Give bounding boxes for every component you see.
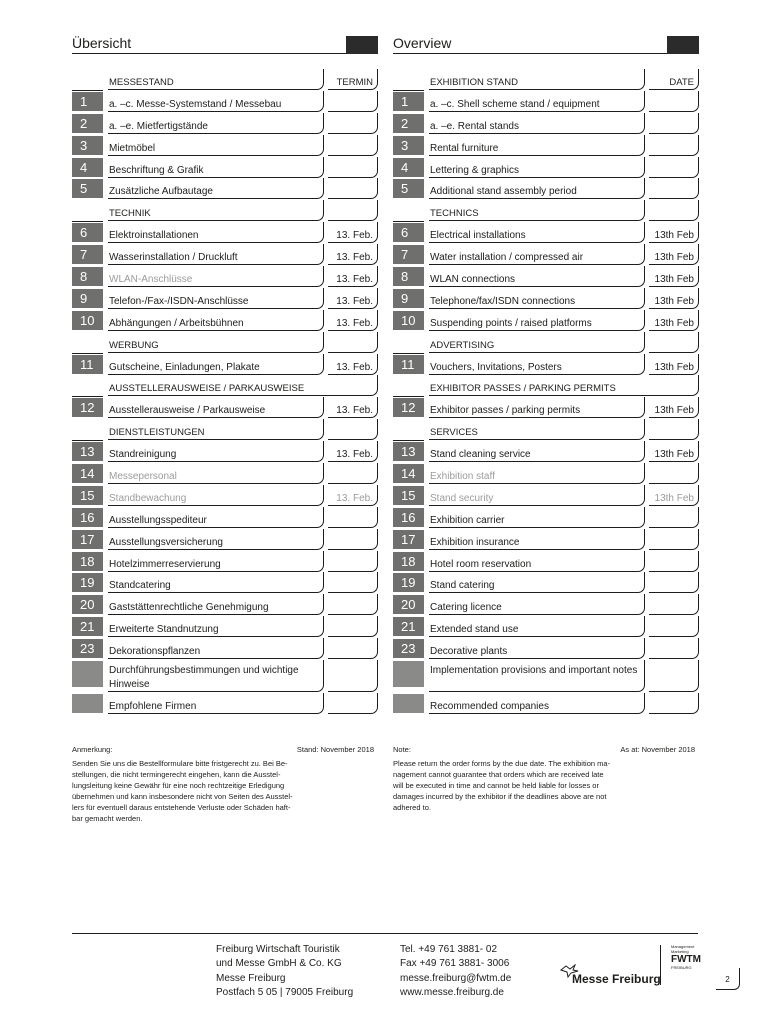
form-row [393,660,699,693]
form-number-badge [393,661,424,687]
deadline-date [328,594,378,615]
form-row [72,135,378,157]
form-label: Exhibitor passes / parking permits [429,397,645,418]
form-label: Extended stand use [429,616,645,637]
form-label: DIENSTLEISTUNGEN [108,419,324,440]
german-column [72,32,378,715]
form-number-badge: 17 [393,530,424,549]
form-number-badge: 14 [72,464,103,483]
form-label: Ausstellerausweise / Parkausweise [108,397,324,418]
form-label: WLAN-Anschlüsse [108,266,324,287]
deadline-date [328,463,378,484]
deadline-date [649,551,699,572]
deadline-date [328,113,378,134]
form-row [393,594,699,616]
page-title-english: Overview [393,35,452,51]
form-row [72,91,378,113]
form-row [393,113,699,135]
form-row [393,693,699,715]
form-number-badge: 9 [393,289,424,308]
deadline-date [649,332,699,353]
form-number-badge [393,694,424,713]
form-row [393,244,699,266]
form-label: Empfohlene Firmen [108,693,324,714]
form-label: Gaststättenrechtliche Genehmigung [108,594,324,615]
form-number-badge: 12 [393,398,424,417]
form-row [72,310,378,332]
form-label: Ausstellungsspediteur [108,507,324,528]
form-row [393,354,699,376]
fwtm-tagline: Management Marketing [671,944,695,954]
form-label: Telephone/fax/ISDN connections [429,288,645,309]
form-row [393,507,699,529]
form-label: Stand security [429,485,645,506]
deadline-date [649,419,699,440]
form-row [72,485,378,507]
form-row [393,178,699,200]
form-row [393,551,699,573]
form-label: EXHIBITION STAND [429,69,645,90]
form-number-badge: 15 [72,486,103,505]
form-label: Durchführungsbestimmungen und wichtige Hinweise [108,660,324,692]
deadline-date [649,135,699,156]
form-label: Decorative plants [429,638,645,659]
deadline-date [649,616,699,637]
form-number-badge [72,661,103,687]
form-label: Hotelzimmerreservierung [108,551,324,572]
form-row [393,638,699,660]
form-number-badge: 20 [393,595,424,614]
form-number-badge: 7 [72,245,103,264]
deadline-date: DATE [649,69,699,90]
form-label: Hotel room reservation [429,551,645,572]
note-german [72,744,374,824]
form-row [72,397,378,419]
german-rows [72,69,378,715]
form-number-badge: 7 [393,245,424,264]
page-title-german: Übersicht [72,35,132,51]
form-label: WLAN connections [429,266,645,287]
form-label: Dekorationspflanzen [108,638,324,659]
deadline-date: 13th Feb [649,244,699,265]
form-number-badge: 5 [72,179,103,198]
form-number-badge: 3 [393,136,424,155]
form-label: a. –c. Messe-Systemstand / Messebau [108,91,324,112]
deadline-date [649,178,699,199]
section-heading [72,200,378,222]
fwtm-logo [660,945,700,985]
deadline-date [649,91,699,112]
form-number-badge: 8 [393,267,424,286]
form-number-badge: 10 [393,311,424,330]
form-number-badge: 20 [72,595,103,614]
note-date: As at: November 2018 [620,745,695,754]
form-label: TECHNICS [429,200,645,221]
form-row [72,441,378,463]
form-row [393,441,699,463]
form-row [393,157,699,179]
form-label: Implementation provisions and important notes [429,660,645,692]
section-heading [72,419,378,441]
form-number-badge: 19 [393,573,424,592]
section-heading [72,375,378,397]
form-label: a. –e. Rental stands [429,113,645,134]
form-label: Suspending points / raised platforms [429,310,645,331]
form-row [72,244,378,266]
deadline-date [328,200,378,221]
form-number-badge: 8 [72,267,103,286]
deadline-date [649,529,699,550]
section-heading [393,419,699,441]
messe-freiburg-logo [560,964,670,990]
form-label: SERVICES [429,419,645,440]
deadline-date [328,507,378,528]
form-row [72,551,378,573]
form-number-badge: 15 [393,486,424,505]
deadline-date: 13. Feb. [328,441,378,462]
header-tab [346,36,378,54]
form-label: Electrical installations [429,222,645,243]
deadline-date: TERMIN [328,69,378,90]
english-rows [393,69,699,715]
form-label: Wasserinstallation / Druckluft [108,244,324,265]
form-number-badge: 14 [393,464,424,483]
deadline-date [649,594,699,615]
form-row [72,463,378,485]
form-label: Water installation / compressed air [429,244,645,265]
form-label: Mietmöbel [108,135,324,156]
deadline-date [328,616,378,637]
section-heading [393,375,699,397]
section-heading [72,332,378,354]
deadline-date [649,113,699,134]
form-label: Additional stand assembly period [429,178,645,199]
form-number-badge: 5 [393,179,424,198]
form-label: Gutscheine, Einladungen, Plakate [108,354,324,375]
form-number-badge: 21 [393,617,424,636]
form-row [393,91,699,113]
form-number-badge: 19 [72,573,103,592]
form-row [72,266,378,288]
form-row [72,222,378,244]
form-label: Stand cleaning service [429,441,645,462]
form-label: Erweiterte Standnutzung [108,616,324,637]
form-number-badge: 12 [72,398,103,417]
deadline-date [649,693,699,714]
deadline-date: 13. Feb. [328,288,378,309]
form-number-badge: 4 [72,158,103,177]
form-label: Stand catering [429,572,645,593]
form-row [72,113,378,135]
deadline-date [649,638,699,659]
form-label: Standbewachung [108,485,324,506]
form-label: Rental furniture [429,135,645,156]
form-number-badge: 17 [72,530,103,549]
form-row [393,616,699,638]
form-row [393,135,699,157]
deadline-date [649,157,699,178]
form-label: Lettering & graphics [429,157,645,178]
note-body: Please return the order forms by the due date. The exhibition ma- nagement cannot guarantee that orders which are received late will be executed in time and cannot be held liable for losses or damages incurred by the exhibitor if the deadlines above are not adhered to. [393,759,611,812]
note-heading: Anmerkung: [72,745,113,754]
form-label: Elektroinstallationen [108,222,324,243]
form-number-badge: 21 [72,617,103,636]
form-number-badge: 13 [393,442,424,461]
header-tab [667,36,699,54]
deadline-date [649,507,699,528]
form-label: Standreinigung [108,441,324,462]
form-row [393,529,699,551]
form-row [393,266,699,288]
deadline-date [328,693,378,714]
deadline-date [328,551,378,572]
fwtm-city: FREIBURG [671,965,692,970]
form-number-badge: 4 [393,158,424,177]
form-number-badge: 1 [72,92,103,111]
form-label: Exhibition carrier [429,507,645,528]
form-number-badge: 23 [393,639,424,658]
form-row [72,157,378,179]
fwtm-wordmark: FWTM [671,954,701,965]
form-number-badge: 1 [393,92,424,111]
deadline-date: 13th Feb [649,441,699,462]
form-row [72,354,378,376]
form-number-badge: 2 [393,114,424,133]
form-row [393,288,699,310]
section-heading [393,69,699,91]
form-row [72,594,378,616]
section-heading [393,332,699,354]
form-label: Ausstellungsversicherung [108,529,324,550]
form-row [72,616,378,638]
deadline-date: 13th Feb [649,222,699,243]
form-number-badge: 18 [393,552,424,571]
deadline-date [649,660,699,692]
note-date: Stand: November 2018 [296,745,374,754]
deadline-date [328,660,378,692]
form-row [72,288,378,310]
form-row [393,310,699,332]
form-label: Exhibition insurance [429,529,645,550]
deadline-date: 13. Feb. [328,310,378,331]
form-label: Exhibition staff [429,463,645,484]
form-label: a. –e. Mietfertigstände [108,113,324,134]
form-row [72,529,378,551]
deadline-date [328,529,378,550]
form-number-badge: 16 [72,508,103,527]
form-number-badge: 9 [72,289,103,308]
deadline-date: 13th Feb [649,310,699,331]
deadline-date [328,135,378,156]
deadline-date [328,178,378,199]
deadline-date: 13. Feb. [328,244,378,265]
form-row [393,572,699,594]
deadline-date: 13th Feb [649,354,699,375]
form-row [72,693,378,715]
deadline-date [328,91,378,112]
form-label: a. –c. Shell scheme stand / equipment [429,91,645,112]
form-number-badge: 11 [393,355,424,374]
form-row [393,463,699,485]
form-row [72,660,378,693]
form-row [393,222,699,244]
form-number-badge: 3 [72,136,103,155]
english-header [393,32,699,54]
deadline-date: 13th Feb [649,266,699,287]
deadline-date [328,332,378,353]
form-row [393,485,699,507]
form-row [72,572,378,594]
deadline-date: 13. Feb. [328,485,378,506]
deadline-date [649,572,699,593]
deadline-date [328,572,378,593]
note-body: Senden Sie uns die Bestellformulare bitte fristgerecht zu. Bei Be- stellungen, die nicht termingerecht eingehen, kann die Ausstel- lungsleitung keine Gewähr für eine noch rechtzeitige Erledigung übernehmen und kann insbesondere nicht von Seiten des Ausstel- lers für eventuell daraus entstehende Verluste oder Schäden haft- bar gemacht werden. [72,759,293,823]
deadline-date [649,200,699,221]
form-row [72,178,378,200]
form-label: Telefon-/Fax-/ISDN-Anschlüsse [108,288,324,309]
footer-address: Freiburg Wirtschaft Touristik und Messe GmbH & Co. KG Messe Freiburg Postfach 5 05 | 79005 Freiburg [216,944,354,998]
form-label: Recommended companies [429,693,645,714]
deadline-date: 13. Feb. [328,397,378,418]
section-heading [393,200,699,222]
page-number: 2 [716,968,740,990]
deadline-date [328,419,378,440]
form-number-badge: 11 [72,355,103,374]
form-label: AUSSTELLERAUSWEISE / PARKAUSWEISE [108,375,378,396]
deadline-date: 13. Feb. [328,354,378,375]
deadline-date: 13th Feb [649,485,699,506]
deadline-date: 13th Feb [649,397,699,418]
form-label: Abhängungen / Arbeitsbühnen [108,310,324,331]
form-row [72,638,378,660]
english-column [393,32,699,715]
note-english [393,744,695,813]
form-label: Standcatering [108,572,324,593]
form-label: Catering licence [429,594,645,615]
form-number-badge: 18 [72,552,103,571]
form-number-badge: 23 [72,639,103,658]
form-number-badge: 13 [72,442,103,461]
form-label: Vouchers, Invitations, Posters [429,354,645,375]
form-label: Beschriftung & Grafik [108,157,324,178]
form-label: MESSESTAND [108,69,324,90]
form-row [72,507,378,529]
form-number-badge: 6 [393,223,424,242]
deadline-date: 13th Feb [649,288,699,309]
footer-contact: Tel. +49 761 3881- 02 Fax +49 761 3881- 3006 messe.freiburg@fwtm.de www.messe.freiburg.de [400,944,512,998]
section-heading [72,69,378,91]
german-header [72,32,378,54]
form-label: TECHNIK [108,200,324,221]
form-number-badge: 10 [72,311,103,330]
deadline-date [649,463,699,484]
footer-divider [72,933,698,934]
form-label: WERBUNG [108,332,324,353]
note-heading: Note: [393,745,411,754]
form-label: Messepersonal [108,463,324,484]
form-number-badge: 16 [393,508,424,527]
form-number-badge: 6 [72,223,103,242]
deadline-date: 13. Feb. [328,266,378,287]
form-label: ADVERTISING [429,332,645,353]
form-number-badge [72,694,103,713]
form-label: EXHIBITOR PASSES / PARKING PERMITS [429,375,699,396]
form-row [393,397,699,419]
logo-wordmark: Messe Freiburg [572,972,661,986]
deadline-date [328,638,378,659]
form-label: Zusätzliche Aufbautage [108,178,324,199]
deadline-date [328,157,378,178]
form-number-badge: 2 [72,114,103,133]
deadline-date: 13. Feb. [328,222,378,243]
